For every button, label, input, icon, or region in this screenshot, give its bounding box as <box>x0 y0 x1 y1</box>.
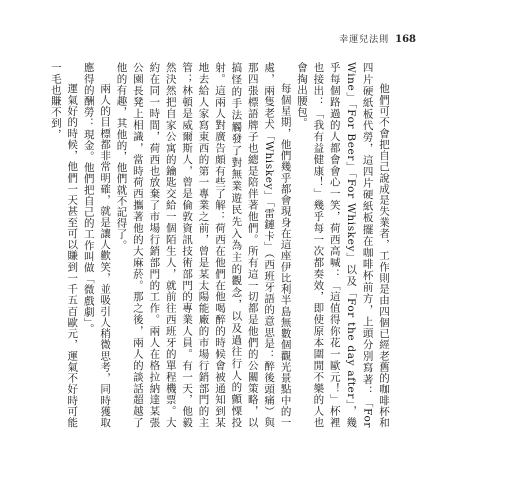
paragraph: 每個星期，他們幾乎都會現身在這座伊比利半島無數個觀光景點中的一處，兩隻老犬「Whiskey」「雷鏈卡」（西班牙語的意思是：醉後頭痛）與那四張標語牌子也總是陪伴著他們。所有這一切都是他們的公關策略，以搞怪的手法觸發了對無業遊民先入為主的觀念，以及過往行人的顫慄投射。這兩人對廣告頗有些了解：荷西在他們在他喝醉的時候會被通知到某地去給人家寫東西的第一專業之前，曾是某太陽能廠的市場行銷部門的主管；林頓是威爾斯人，曾是倫敦資訊技術部門的專業人員。有一天，他毅然決然把自家公寓的鑰匙交給一個陌生人，就前往西班牙的單程機票。大約在同一時間，荷西也放棄了市場行銷部門的工作。兩人在格拉納達某張公園長凳上相識，當時荷西攜著他的大麻菸。那之後，兩人的談話超越了他的有趣，其他的，他們就不記得了。 <box>115 62 292 428</box>
paragraph: 運氣好的時候，他們一天甚至可以賺到一千五百歐元，運氣不好時可能一毛也賺不到， <box>49 62 79 428</box>
running-title: 幸運兒法則 <box>339 35 390 45</box>
page-number: 168 <box>395 34 416 45</box>
paragraph: 兩人的目標都非常明確，就是讓人歡笑，並吸引人稍微思考，同時獲取應得的酬勞：現金。他們把自己的工作叫做「微戲劇」。 <box>82 62 112 428</box>
vertical-body-text <box>49 62 392 428</box>
page-header <box>339 32 416 45</box>
paragraph: 他們可不會把自己說成是失業者，工作則是由四個已經老舊的咖啡杯和四片硬紙板代勞，這四片硬紙板擺在咖啡杯前方，上頭分別寫著：「For Wine」「For Beer」「For Whiskey」以及「For the day after」，幾乎每個路過的人都會會心一笑，荷西高喊：「這值得你花一歐元！」杯裡也接出：「我有益健康！」幾乎每一次都奏效，即使原本圍閒不樂的人也會掏出腰包。 <box>295 62 390 428</box>
